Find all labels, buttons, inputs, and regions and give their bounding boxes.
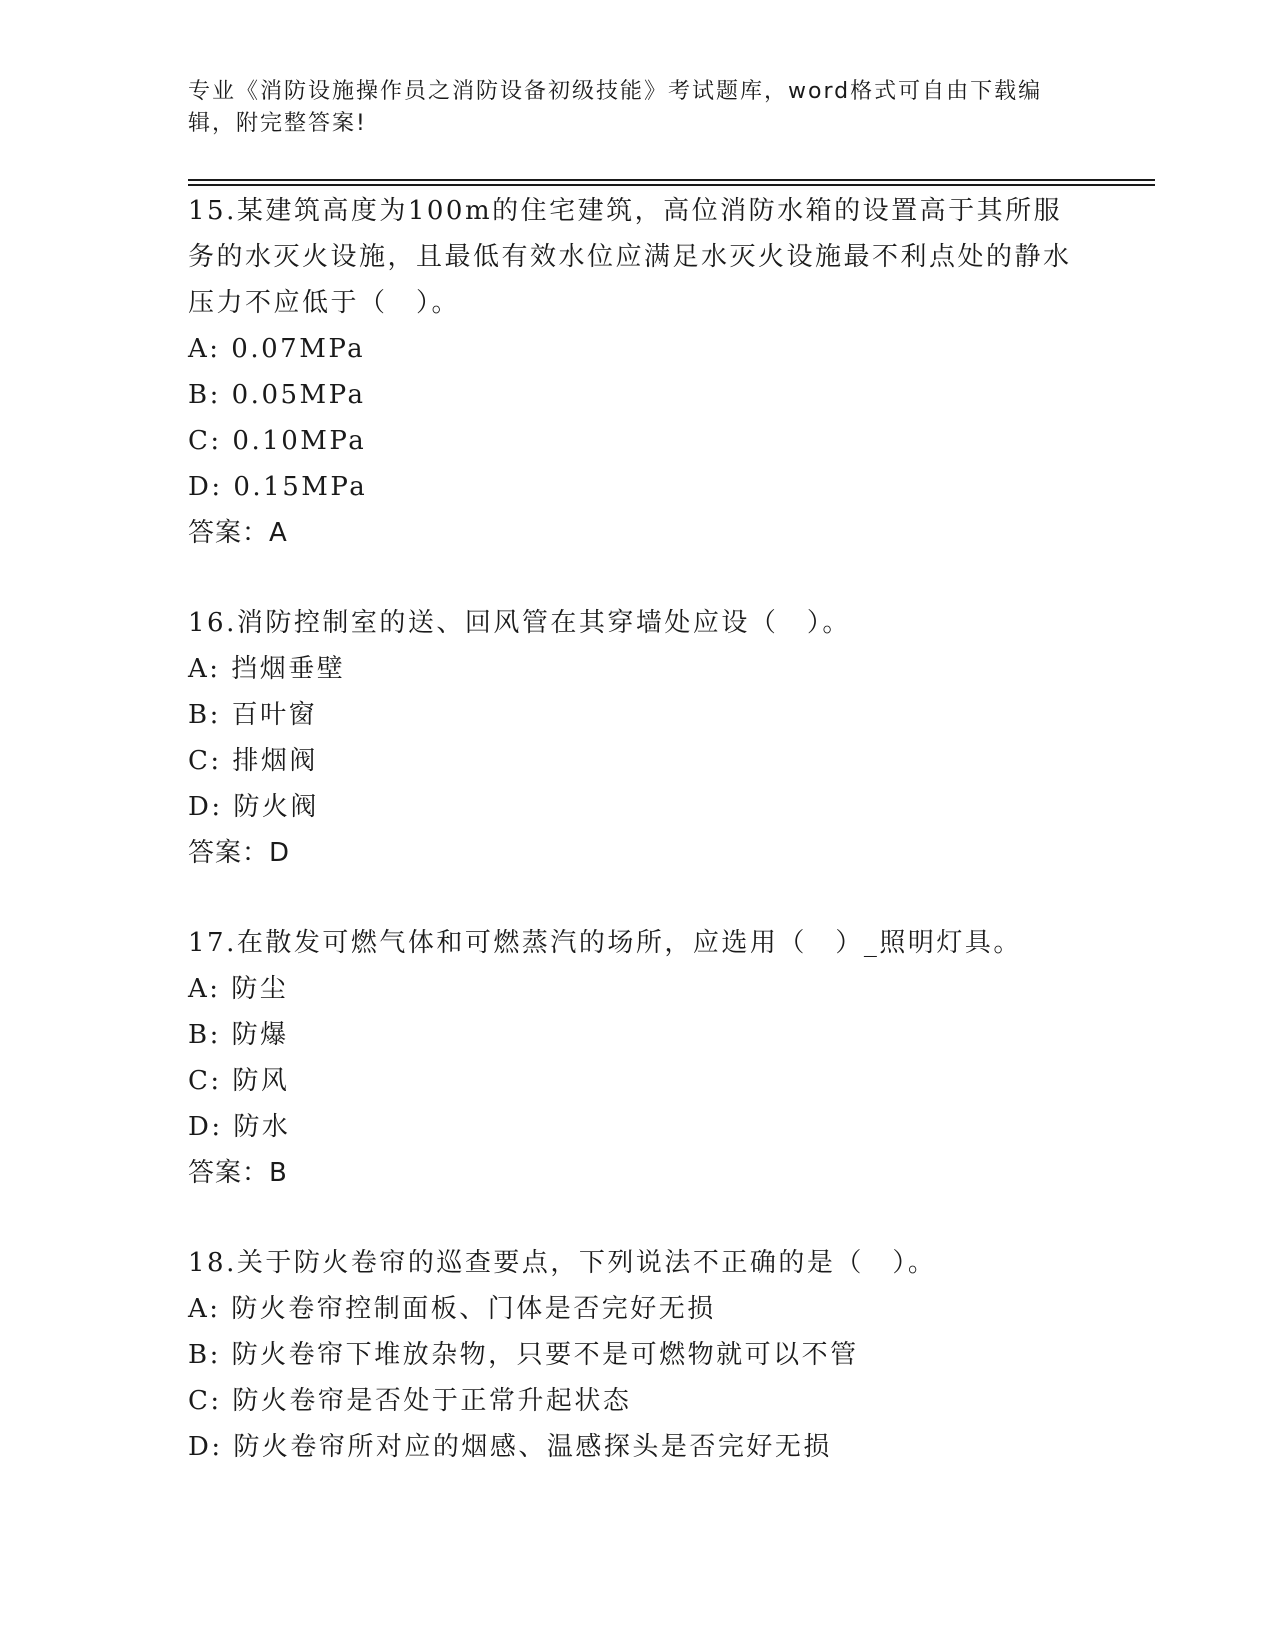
- option-a: A: 挡烟垂壁: [188, 654, 346, 684]
- question-18: [188, 1240, 1088, 1470]
- option-a: A: 0.07MPa: [188, 334, 366, 364]
- question-stem: 18.关于防火卷帘的巡查要点，下列说法不正确的是（ ）。: [188, 1248, 937, 1278]
- header-divider-bottom: [188, 184, 1155, 186]
- header-divider-top: [188, 179, 1155, 181]
- question-17: [188, 920, 1088, 1196]
- option-d: D: 防火卷帘所对应的烟感、温感探头是否完好无损: [188, 1432, 832, 1462]
- answer-line: 答案：A: [188, 518, 288, 548]
- answer-line: 答案：D: [188, 838, 291, 868]
- question-16: [188, 600, 1088, 876]
- option-b: B: 百叶窗: [188, 700, 318, 730]
- document-header: 专业《消防设施操作员之消防设备初级技能》考试题库，word格式可自由下载编辑，附完整答案!: [188, 79, 1043, 136]
- question-stem: 16.消防控制室的送、回风管在其穿墙处应设（ ）。: [188, 608, 851, 638]
- answer-line: 答案：B: [188, 1158, 288, 1188]
- option-b: B: 防爆: [188, 1020, 289, 1050]
- option-c: C: 防风: [188, 1066, 290, 1096]
- option-d: D: 0.15MPa: [188, 472, 368, 502]
- option-d: D: 防火阀: [188, 792, 319, 822]
- question-stem: 15.某建筑高度为100m的住宅建筑，高位消防水箱的设置高于其所服务的水灭火设施，且最低有效水位应满足水灭火设施最不利点处的静水压力不应低于（ ）。: [188, 196, 1072, 318]
- option-a: A: 防火卷帘控制面板、门体是否完好无损: [188, 1294, 716, 1324]
- option-c: C: 排烟阀: [188, 746, 318, 776]
- option-c: C: 防火卷帘是否处于正常升起状态: [188, 1386, 632, 1416]
- option-b: B: 0.05MPa: [188, 380, 366, 410]
- option-b: B: 防火卷帘下堆放杂物，只要不是可燃物就可以不管: [188, 1340, 859, 1370]
- question-stem: 17.在散发可燃气体和可燃蒸汽的场所，应选用（ ）_照明灯具。: [188, 928, 1022, 958]
- option-d: D: 防水: [188, 1112, 291, 1142]
- option-c: C: 0.10MPa: [188, 426, 367, 456]
- question-15: [188, 188, 1088, 556]
- option-a: A: 防尘: [188, 974, 289, 1004]
